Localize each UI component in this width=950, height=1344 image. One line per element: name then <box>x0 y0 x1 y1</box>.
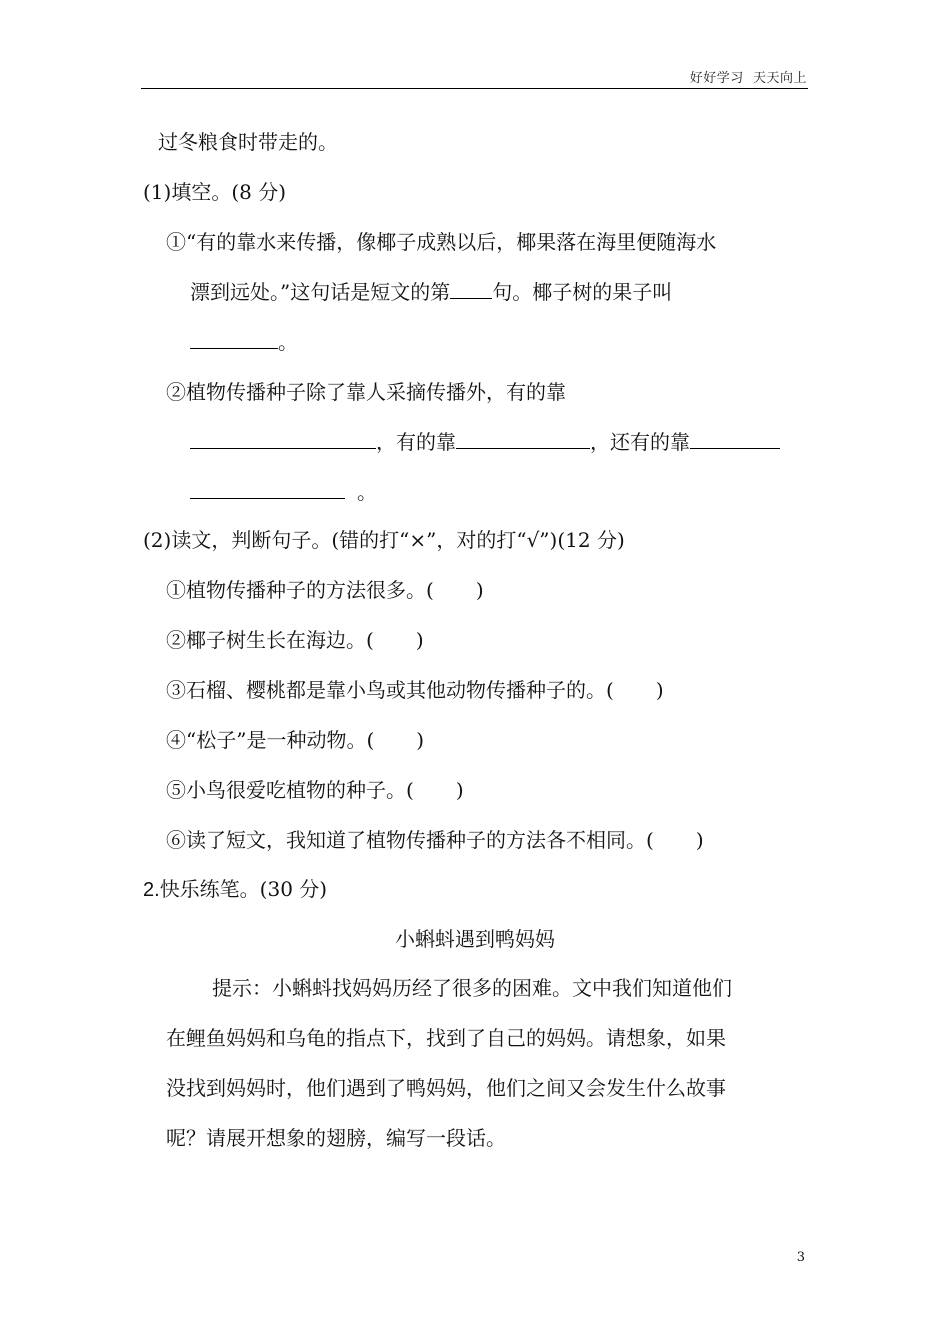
judge-item-1-text: ①植物传播种子的方法很多。( <box>166 578 434 602</box>
judge-item-3-text: ③石榴、樱桃都是靠小鸟或其他动物传播种子的。( <box>166 678 614 702</box>
judge-close-paren-3: ) <box>655 678 664 702</box>
spread-method-blank-3a[interactable] <box>690 430 780 449</box>
judge-close-paren-4: ) <box>416 728 425 752</box>
prompt-line-2: 在鲤鱼妈妈和乌龟的指点下，找到了自己的妈妈。请想象，如果 <box>166 1026 726 1050</box>
judge-item-4 <box>166 728 424 752</box>
judge-close-paren-5: ) <box>455 778 464 802</box>
prompt-line-4: 呢？请展开想象的翅膀，编写一段话。 <box>166 1126 506 1150</box>
part1-item2-line2-text-b: ，还有的靠 <box>590 430 690 454</box>
part1-item1-line3-end: 。 <box>278 330 298 354</box>
part1-item2-line2-text-a: ，有的靠 <box>376 430 456 454</box>
judge-item-2 <box>166 628 424 652</box>
spread-method-blank-1[interactable] <box>190 430 376 449</box>
header-divider <box>141 88 808 89</box>
part1-item2-line3 <box>190 480 377 504</box>
coconut-fruit-name-blank[interactable] <box>190 330 278 349</box>
q2-heading <box>143 877 327 902</box>
judge-item-6 <box>166 828 704 852</box>
part1-item2-line3-end: 。 <box>357 480 377 504</box>
sentence-number-blank[interactable] <box>450 280 492 299</box>
spread-method-blank-3b[interactable] <box>190 480 345 499</box>
passage-tail: 过冬粮食时带走的。 <box>158 130 338 154</box>
part1-item1-line2-text-a: 漂到远处。”这句话是短文的第 <box>190 280 451 304</box>
part1-item1-line1: ①“有的靠水来传播，像椰子成熟以后，椰果落在海里便随海水 <box>166 230 717 254</box>
judge-item-5-text: ⑤小鸟很爱吃植物的种子。( <box>166 778 414 802</box>
part1-item2-line2 <box>190 430 780 454</box>
judge-item-1 <box>166 578 484 602</box>
header-slogan: 好好学习 天天向上 <box>689 71 807 86</box>
judge-item-6-text: ⑥读了短文，我知道了植物传播种子的方法各不相同。( <box>166 828 654 852</box>
part1-item1-line2 <box>190 280 672 304</box>
part2-label: (2)读文，判断句子。(错的打“×”，对的打“√”)(12 分) <box>143 528 625 552</box>
spread-method-blank-2[interactable] <box>456 430 590 449</box>
judge-close-paren-2: ) <box>415 628 424 652</box>
judge-item-2-text: ②椰子树生长在海边。( <box>166 628 374 652</box>
q2-label: 快乐练笔。(30 分) <box>159 877 328 901</box>
judge-close-paren-6: ) <box>695 828 704 852</box>
part1-item1-line2-text-b: 句。椰子树的果子叫 <box>492 280 673 304</box>
prompt-line-1: 提示：小蝌蚪找妈妈历经了很多的困难。文中我们知道他们 <box>212 976 732 1000</box>
part1-item1-line3 <box>190 330 298 354</box>
judge-item-3 <box>166 678 664 702</box>
page-number: 3 <box>796 1250 805 1265</box>
judge-item-4-text: ④“松子”是一种动物。( <box>166 728 375 752</box>
part1-item2-line1: ②植物传播种子除了靠人采摘传播外，有的靠 <box>166 380 566 404</box>
judge-close-paren-1: ) <box>475 578 484 602</box>
prompt-line-3: 没找到妈妈时，他们遇到了鸭妈妈，他们之间又会发生什么故事 <box>166 1076 726 1100</box>
q2-number: 2. <box>143 879 160 901</box>
judge-item-5 <box>166 778 464 802</box>
part1-label: (1)填空。(8 分) <box>143 180 287 204</box>
essay-title: 小蝌蚪遇到鸭妈妈 <box>395 927 555 951</box>
